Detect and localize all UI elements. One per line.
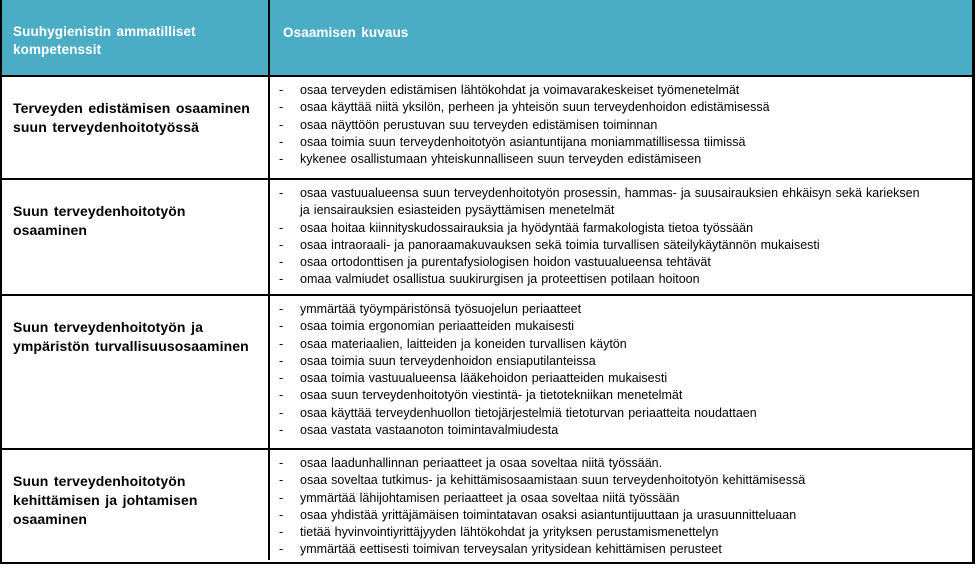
list-item — [270, 405, 972, 422]
description-list — [270, 296, 972, 439]
item-text: osaa ortodonttisen ja purentafysiologisen hoidon vastuualueensa tehtävät — [300, 255, 711, 270]
description-list — [270, 450, 972, 559]
dash-bullet: - — [279, 388, 284, 403]
dash-bullet: - — [279, 525, 284, 540]
item-text: osaa käyttää terveydenhuollon tietojärjestelmiä tietoturvan periaatteita noudattaen — [300, 405, 757, 420]
dash-bullet: - — [279, 302, 284, 316]
dash-bullet: - — [279, 473, 284, 488]
item-text: ymmärtää työympäristönsä työsuojelun periaatteet — [300, 302, 582, 316]
item-text: osaa toimia vastuualueensa lääkehoidon periaatteiden mukaisesti — [300, 371, 668, 386]
list-item — [270, 237, 972, 254]
table-row — [2, 450, 972, 560]
competence-title: Terveyden edistämisen osaaminen suun terveydenhoitotyössä — [2, 77, 270, 178]
list-item — [270, 422, 972, 439]
item-text: osaa terveyden edistämisen lähtökohdat ja voimavarakeskeiset työmenetelmät — [300, 83, 740, 97]
dash-bullet: - — [279, 542, 284, 557]
list-item — [270, 524, 972, 541]
dash-bullet: - — [279, 336, 284, 351]
description-cell — [270, 450, 972, 560]
item-text: osaa hoitaa kiinnityskudossairauksia ja hyödyntää farmakologista tietoa työssään — [300, 220, 754, 235]
item-text: tietää hyvinvointiyrittäjyyden lähtökohdat ja yrityksen perustamismenettelyn — [300, 525, 719, 540]
dash-bullet: - — [279, 237, 284, 252]
dash-bullet: - — [279, 117, 284, 132]
item-text: osaa toimia suun terveydenhoitotyön asiantuntijana moniammatillisessa tiimissä — [300, 134, 746, 149]
list-item — [270, 185, 972, 220]
dash-bullet: - — [279, 100, 284, 115]
description-cell — [270, 180, 972, 294]
item-text: osaa intraoraali- ja panoraamakuvauksen sekä toimia turvallisen säteilykäytännön mukaisesti — [300, 237, 820, 252]
description-cell — [270, 77, 972, 178]
item-text: osaa vastata vastaanoton toimintavalmiudesta — [300, 423, 559, 438]
item-text: omaa valmiudet osallistua suukirurgisen ja proteettisen potilaan hoitoon — [300, 272, 700, 287]
dash-bullet: - — [279, 405, 284, 420]
header-competences: Suuhygienistin ammatilliset kompetenssit — [2, 0, 270, 75]
list-item — [270, 271, 972, 288]
list-item — [270, 151, 972, 168]
item-text: osaa käyttää niitä yksilön, perheen ja yhteisön suun terveydenhoidon edistämisessä — [300, 100, 770, 115]
table-header-row — [2, 0, 972, 77]
competence-title: Suun terveydenhoitotyön kehittämisen ja johtamisen osaaminen — [2, 450, 270, 560]
table-body — [2, 77, 972, 560]
list-item — [270, 318, 972, 335]
item-text: osaa suun terveydenhoitotyön viestintä- ja tietotekniikan menetelmät — [300, 388, 683, 403]
list-item — [270, 507, 972, 524]
dash-bullet: - — [279, 83, 284, 97]
dash-bullet: - — [279, 186, 284, 200]
dash-bullet: - — [279, 507, 284, 522]
list-item — [270, 99, 972, 116]
dash-bullet: - — [279, 152, 284, 167]
list-item — [270, 336, 972, 353]
dash-bullet: - — [279, 134, 284, 149]
list-item — [270, 82, 972, 99]
dash-bullet: - — [279, 423, 284, 438]
table-row — [2, 296, 972, 450]
list-item — [270, 220, 972, 237]
description-list — [270, 180, 972, 289]
description-cell — [270, 296, 972, 448]
list-item — [270, 541, 972, 558]
item-text: osaa laadunhallinnan periaatteet ja osaa soveltaa niitä työssään. — [300, 456, 663, 470]
competence-title: Suun terveydenhoitotyön ja ympäristön turvallisuusosaaminen — [2, 296, 270, 448]
list-item — [270, 455, 972, 472]
item-text: osaa vastuualueensa suun terveydenhoitotyön prosessin, hammas- ja suusairauksien ehkäisyn sekä karieksen ja iensairauksien esiasteiden pysäyttämisen menetelmät — [300, 186, 920, 218]
list-item — [270, 134, 972, 151]
table-row — [2, 77, 972, 180]
list-item — [270, 254, 972, 271]
dash-bullet: - — [279, 456, 284, 470]
table-row — [2, 180, 972, 296]
list-item — [270, 117, 972, 134]
list-item — [270, 472, 972, 489]
item-text: osaa toimia suun terveydenhoidon ensiaputilanteissa — [300, 353, 596, 368]
item-text: osaa materiaalien, laitteiden ja koneiden turvallisen käytön — [300, 336, 627, 351]
list-item — [270, 301, 972, 318]
item-text: osaa yhdistää yrittäjämäisen toimintatavan osaksi asiantuntijuuttaan ja urasuunnitteluaan — [300, 507, 797, 522]
dash-bullet: - — [279, 490, 284, 505]
list-item — [270, 353, 972, 370]
competence-title: Suun terveydenhoitotyön osaaminen — [2, 180, 270, 294]
list-item — [270, 387, 972, 404]
item-text: osaa näyttöön perustuvan suu terveyden edistämisen toiminnan — [300, 117, 658, 132]
list-item — [270, 490, 972, 507]
dash-bullet: - — [279, 220, 284, 235]
item-text: osaa soveltaa tutkimus- ja kehittämisosaamistaan suun terveydenhoitotyön kehittämisessä — [300, 473, 806, 488]
dash-bullet: - — [279, 353, 284, 368]
dash-bullet: - — [279, 319, 284, 334]
header-description: Osaamisen kuvaus — [283, 25, 409, 40]
item-text: ymmärtää eettisesti toimivan terveysalan yritysidean kehittämisen perusteet — [300, 542, 722, 557]
description-list — [270, 77, 972, 168]
dash-bullet: - — [279, 272, 284, 287]
item-text: kykenee osallistumaan yhteiskunnalliseen suun terveyden edistämiseen — [300, 152, 702, 167]
list-item — [270, 370, 972, 387]
item-text: ymmärtää lähijohtamisen periaatteet ja osaa soveltaa niitä työssään — [300, 490, 680, 505]
dash-bullet: - — [279, 371, 284, 386]
dash-bullet: - — [279, 255, 284, 270]
item-text: osaa toimia ergonomian periaatteiden mukaisesti — [300, 319, 575, 334]
